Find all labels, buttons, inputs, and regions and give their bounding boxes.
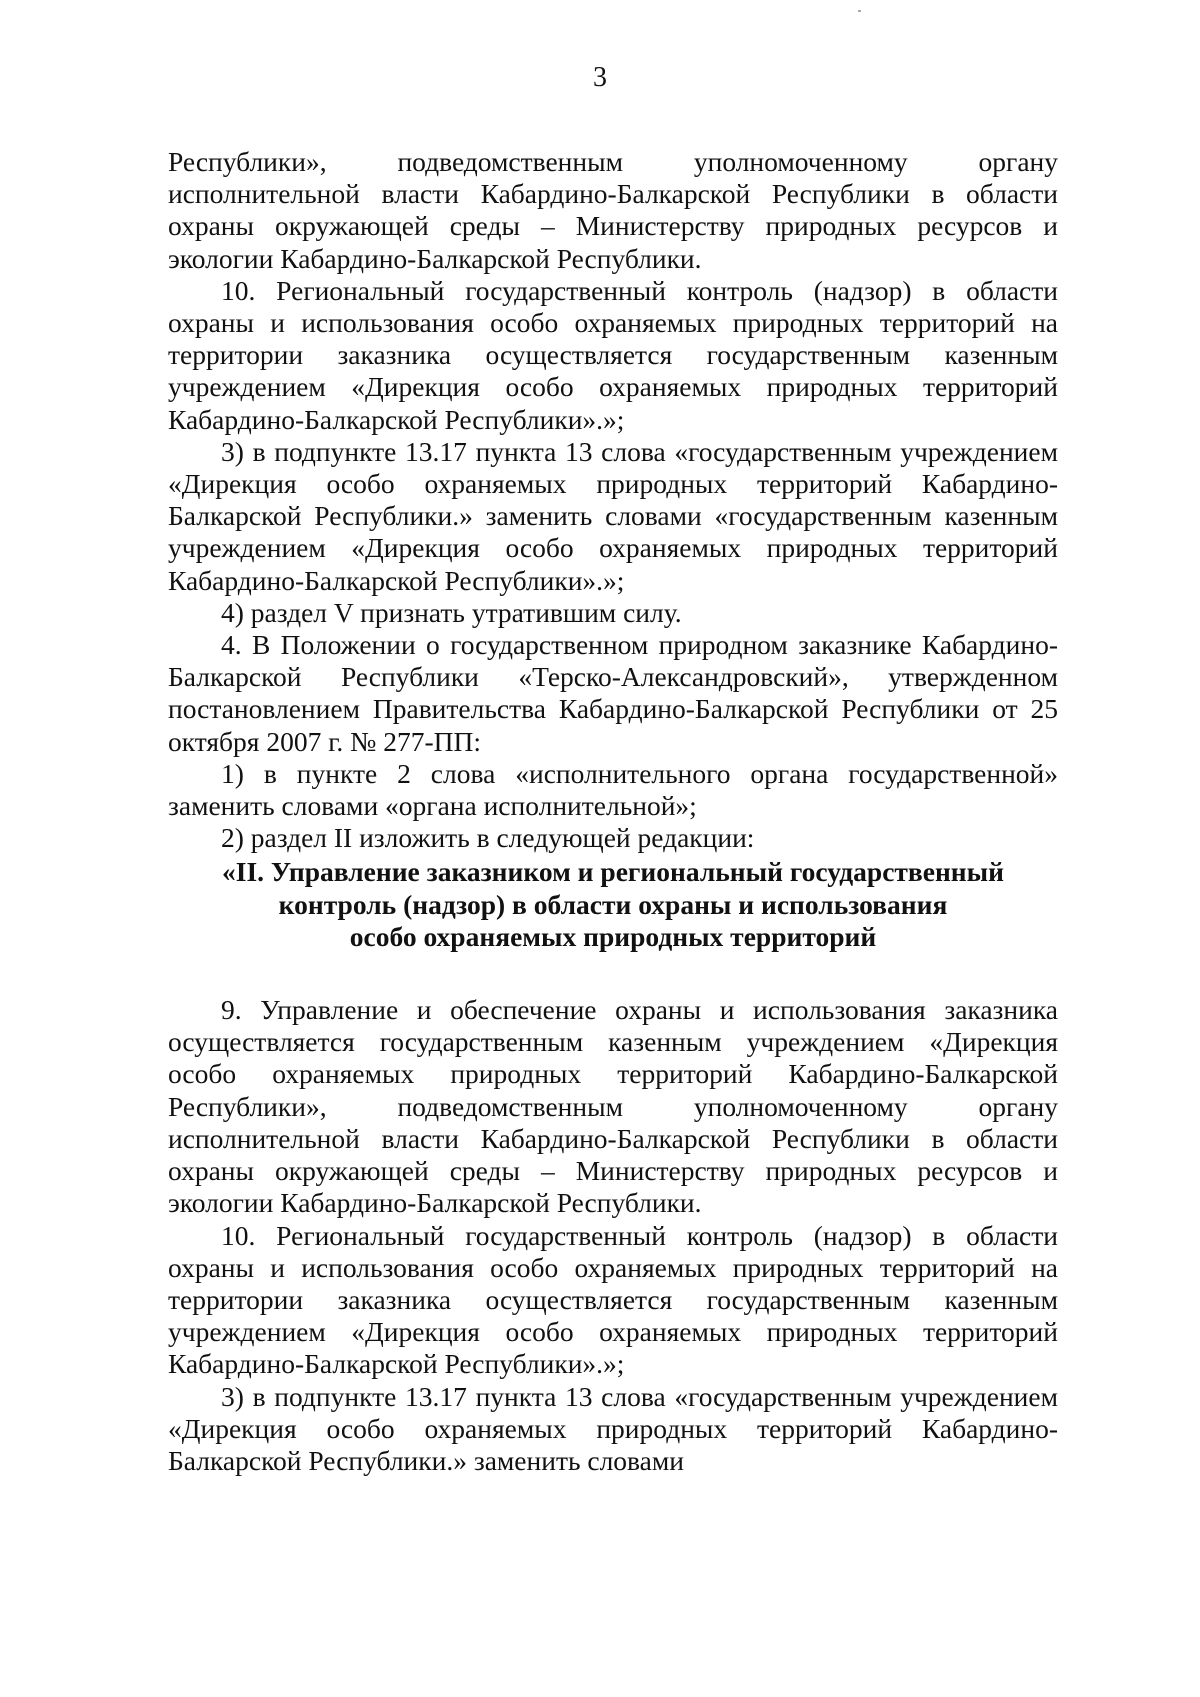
- scan-speck: [858, 10, 861, 12]
- paragraph-continuation: Республики», подведомственным уполномоченному органу исполнительной власти Кабардино-Балкарской Республики в области охраны окружающей среды – Министерству природных ресурсов и экологии Кабардино-Балкарской Республики.: [168, 146, 1058, 274]
- paragraph-item-10-repeat: 10. Региональный государственный контроль (надзор) в области охраны и использования особо охраняемых природных территорий на территории заказника осуществляется государственным казенным учреждением «Дирекция особо охраняемых природных территорий Кабардино-Балкарской Республики».»;: [168, 1219, 1058, 1380]
- page-number: 3: [593, 62, 607, 93]
- section-heading-line-1: «II. Управление заказником и региональный государственный: [222, 856, 1004, 888]
- paragraph-subitem-4: 4) раздел V признать утратившим силу.: [221, 596, 682, 628]
- paragraph-subitem-3: 3) в подпункте 13.17 пункта 13 слова «государственным учреждением «Дирекция особо охраняемых природных территорий Кабардино-Балкарской Республики.» заменить словами «государственным казенным учреждением «Дирекция особо охраняемых природных территорий Кабардино-Балкарской Республики».»;: [168, 435, 1058, 596]
- section-heading-line-3: особо охраняемых природных территорий: [349, 920, 877, 952]
- paragraphs-top: [168, 146, 1058, 854]
- heading-spacer: [168, 953, 1058, 994]
- section-heading: [168, 856, 1058, 953]
- paragraph-subitem-3-repeat: 3) в подпункте 13.17 пункта 13 слова «государственным учреждением «Дирекция особо охраняемых природных территорий Кабардино-Балкарской Республики.» заменить словами: [168, 1380, 1058, 1476]
- paragraph-subitem-2: 2) раздел II изложить в следующей редакции:: [221, 822, 755, 854]
- section-heading-line-2: контроль (надзор) в области охраны и использования: [278, 888, 948, 920]
- document-body: [168, 146, 1058, 1477]
- paragraphs-bottom: [168, 994, 1058, 1477]
- paragraph-item-10: 10. Региональный государственный контроль (надзор) в области охраны и использования особо охраняемых природных территорий на территории заказника осуществляется государственным казенным учреждением «Дирекция особо охраняемых природных территорий Кабардино-Балкарской Республики».»;: [168, 274, 1058, 435]
- paragraph-subitem-1: 1) в пункте 2 слова «исполнительного органа государственной» заменить словами «органа исполнительной»;: [168, 757, 1058, 822]
- paragraph-item-4: 4. В Положении о государственном природном заказнике Кабардино-Балкарской Республики «Терско-Александровский», утвержденном постановлением Правительства Кабардино-Балкарской Республики от 25 октября 2007 г. № 277-ПП:: [168, 629, 1058, 757]
- paragraph-item-9: 9. Управление и обеспечение охраны и использования заказника осуществляется государственным казенным учреждением «Дирекция особо охраняемых природных территорий Кабардино-Балкарской Республики», подведомственным уполномоченному органу исполнительной власти Кабардино-Балкарской Республики в области охраны окружающей среды – Министерству природных ресурсов и экологии Кабардино-Балкарской Республики.: [168, 994, 1058, 1219]
